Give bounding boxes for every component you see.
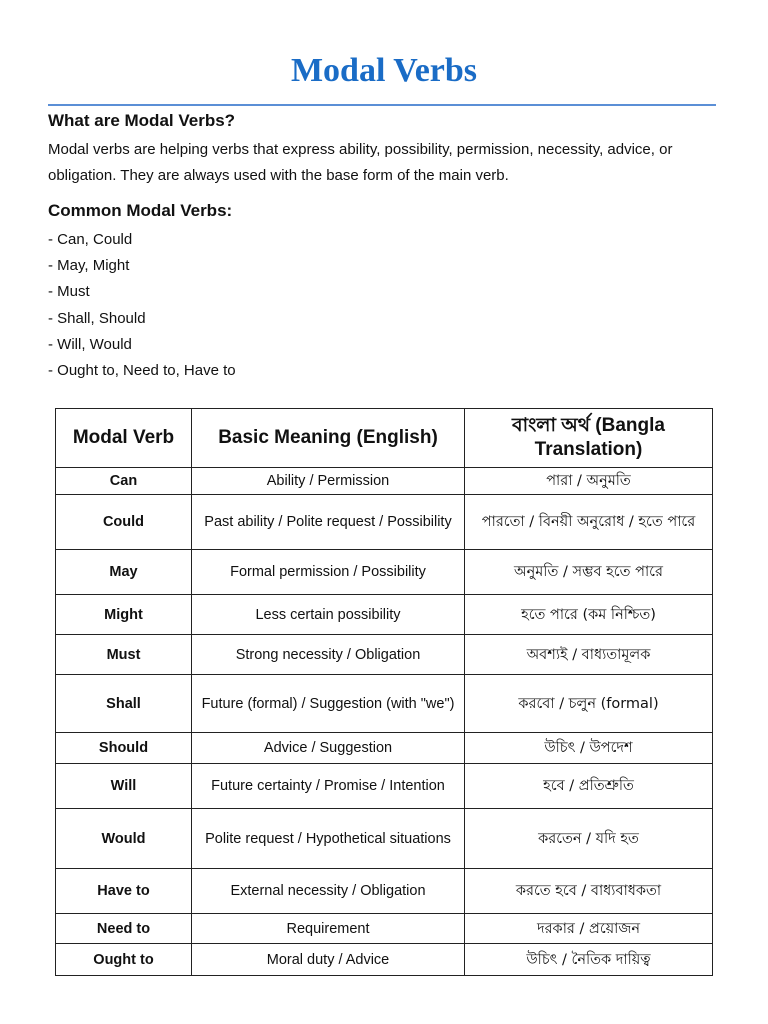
cell-verb: Ought to bbox=[56, 944, 192, 976]
header-bangla-translation: বাংলা অর্থ (Bangla Translation) bbox=[465, 409, 713, 468]
cell-meaning: Moral duty / Advice bbox=[192, 944, 465, 976]
title-divider bbox=[48, 104, 716, 106]
cell-meaning: Less certain possibility bbox=[192, 595, 465, 635]
cell-meaning: Future certainty / Promise / Intention bbox=[192, 764, 465, 809]
table-header-row bbox=[56, 409, 713, 468]
table-row bbox=[56, 595, 713, 635]
cell-bangla: উচিৎ / উপদেশ bbox=[465, 733, 713, 764]
list-item: - Will, Would bbox=[48, 335, 132, 353]
common-heading: Common Modal Verbs: bbox=[48, 201, 233, 220]
table-row bbox=[56, 550, 713, 595]
header-modal-verb: Modal Verb bbox=[56, 409, 192, 468]
cell-bangla: হবে / প্রতিশ্রুতি bbox=[465, 764, 713, 809]
table-row bbox=[56, 944, 713, 976]
table-row bbox=[56, 468, 713, 495]
modal-verbs-table bbox=[55, 408, 713, 976]
cell-bangla: পারতো / বিনয়ী অনুরোধ / হতে পারে bbox=[465, 495, 713, 550]
cell-bangla: হতে পারে (কম নিশ্চিত) bbox=[465, 595, 713, 635]
page-title: Modal Verbs bbox=[290, 52, 478, 89]
cell-meaning: External necessity / Obligation bbox=[192, 869, 465, 914]
cell-meaning: Strong necessity / Obligation bbox=[192, 635, 465, 675]
cell-verb: May bbox=[56, 550, 192, 595]
cell-verb: Might bbox=[56, 595, 192, 635]
list-item: - Can, Could bbox=[48, 231, 133, 248]
cell-meaning: Requirement bbox=[192, 914, 465, 944]
cell-bangla: করতে হবে / বাধ্যবাধকতা bbox=[465, 869, 713, 914]
table-row bbox=[56, 733, 713, 764]
table-row bbox=[56, 809, 713, 869]
list-item: - Must bbox=[48, 283, 90, 301]
intro-heading: What are Modal Verbs? bbox=[48, 111, 236, 130]
cell-verb: Should bbox=[56, 733, 192, 764]
intro-paragraph: Modal verbs are helping verbs that express ability, possibility, permission, necessity, advice, or obligation. They are always used with the base form of the main verb. bbox=[48, 141, 673, 184]
cell-verb: Could bbox=[56, 495, 192, 550]
cell-meaning: Polite request / Hypothetical situations bbox=[192, 809, 465, 869]
table-row bbox=[56, 914, 713, 944]
cell-meaning: Formal permission / Possibility bbox=[192, 550, 465, 595]
cell-meaning: Ability / Permission bbox=[192, 468, 465, 495]
cell-bangla: উচিৎ / নৈতিক দায়িত্ব bbox=[465, 944, 713, 976]
cell-verb: Shall bbox=[56, 675, 192, 733]
table-row bbox=[56, 675, 713, 733]
cell-verb: Would bbox=[56, 809, 192, 869]
header-basic-meaning: Basic Meaning (English) bbox=[192, 409, 465, 468]
cell-bangla: অবশ্যই / বাধ্যতামূলক bbox=[465, 635, 713, 675]
table-row bbox=[56, 495, 713, 550]
cell-bangla: করবো / চলুন (formal) bbox=[465, 675, 713, 733]
cell-verb: Have to bbox=[56, 869, 192, 914]
cell-verb: Need to bbox=[56, 914, 192, 944]
cell-bangla: দরকার / প্রয়োজন bbox=[465, 914, 713, 944]
cell-bangla: অনুমতি / সম্ভব হতে পারে bbox=[465, 550, 713, 595]
cell-meaning: Future (formal) / Suggestion (with "we") bbox=[192, 675, 465, 733]
list-item: - May, Might bbox=[48, 257, 130, 275]
list-item: - Shall, Should bbox=[48, 309, 146, 327]
table-row bbox=[56, 869, 713, 914]
cell-bangla: পারা / অনুমতি bbox=[465, 468, 713, 495]
table-row bbox=[56, 764, 713, 809]
cell-verb: Must bbox=[56, 635, 192, 675]
list-item: - Ought to, Need to, Have to bbox=[48, 362, 236, 380]
table-row bbox=[56, 635, 713, 675]
cell-verb: Will bbox=[56, 764, 192, 809]
cell-bangla: করতেন / যদি হত bbox=[465, 809, 713, 869]
cell-meaning: Advice / Suggestion bbox=[192, 733, 465, 764]
common-modal-list bbox=[48, 227, 236, 384]
cell-meaning: Past ability / Polite request / Possibility bbox=[192, 495, 465, 550]
cell-verb: Can bbox=[56, 468, 192, 495]
